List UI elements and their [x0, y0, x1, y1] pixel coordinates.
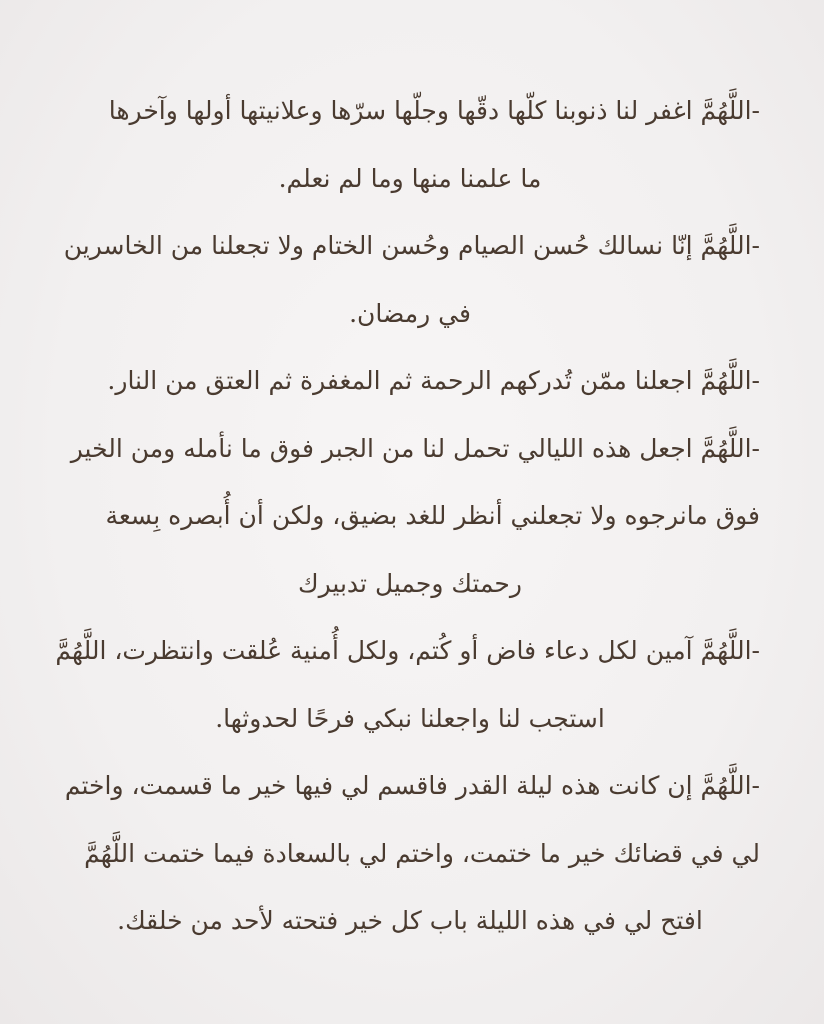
- text-line: رحمتك وجميل تدبيرك: [298, 568, 522, 598]
- text-line: في رمضان.: [349, 298, 471, 328]
- text-line: -اللَّهُمَّ آمين لكل دعاء فاض أو كُتم، ولكل أُمنية عُلقت وانتظرت، اللَّهُمَّ: [55, 636, 760, 665]
- text-line: استجب لنا واجعلنا نبكي فرحًا لحدوثها.: [215, 703, 605, 733]
- text-line: ما علمنا منها وما لم نعلم.: [278, 163, 542, 193]
- text-line: -اللَّهُمَّ اجعل هذه الليالي تحمل لنا من الجبر فوق ما نأمله ومن الخير: [70, 433, 760, 463]
- text-line: افتح لي في هذه الليلة باب كل خير فتحته لأحد من خلقك.: [117, 906, 703, 935]
- text-line: فوق مانرجوه ولا تجعلني أنظر للغد بضيق، ولكن أن أُبصره بِسعة: [105, 501, 760, 530]
- text-line: لي في قضائك خير ما ختمت، واختم لي بالسعادة فيما ختمت اللَّهُمَّ: [84, 838, 760, 868]
- text-line: -اللَّهُمَّ اغفر لنا ذنوبنا كلّها دقّها وجلّها سرّها وعلانيتها أولها وآخرها: [108, 96, 760, 125]
- text-line: -اللَّهُمَّ إن كانت هذه ليلة القدر فاقسم لي فيها خير ما قسمت، واختم: [64, 771, 760, 800]
- text-line: -اللَّهُمَّ اجعلنا ممّن تُدركهم الرحمة ثم المغفرة ثم العتق من النار.: [107, 366, 760, 395]
- text-line: -اللَّهُمَّ إنّا نسالك حُسن الصيام وحُسن الختام ولا تجعلنا من الخاسرين: [63, 231, 760, 260]
- dua-text-block: [55, 86, 760, 964]
